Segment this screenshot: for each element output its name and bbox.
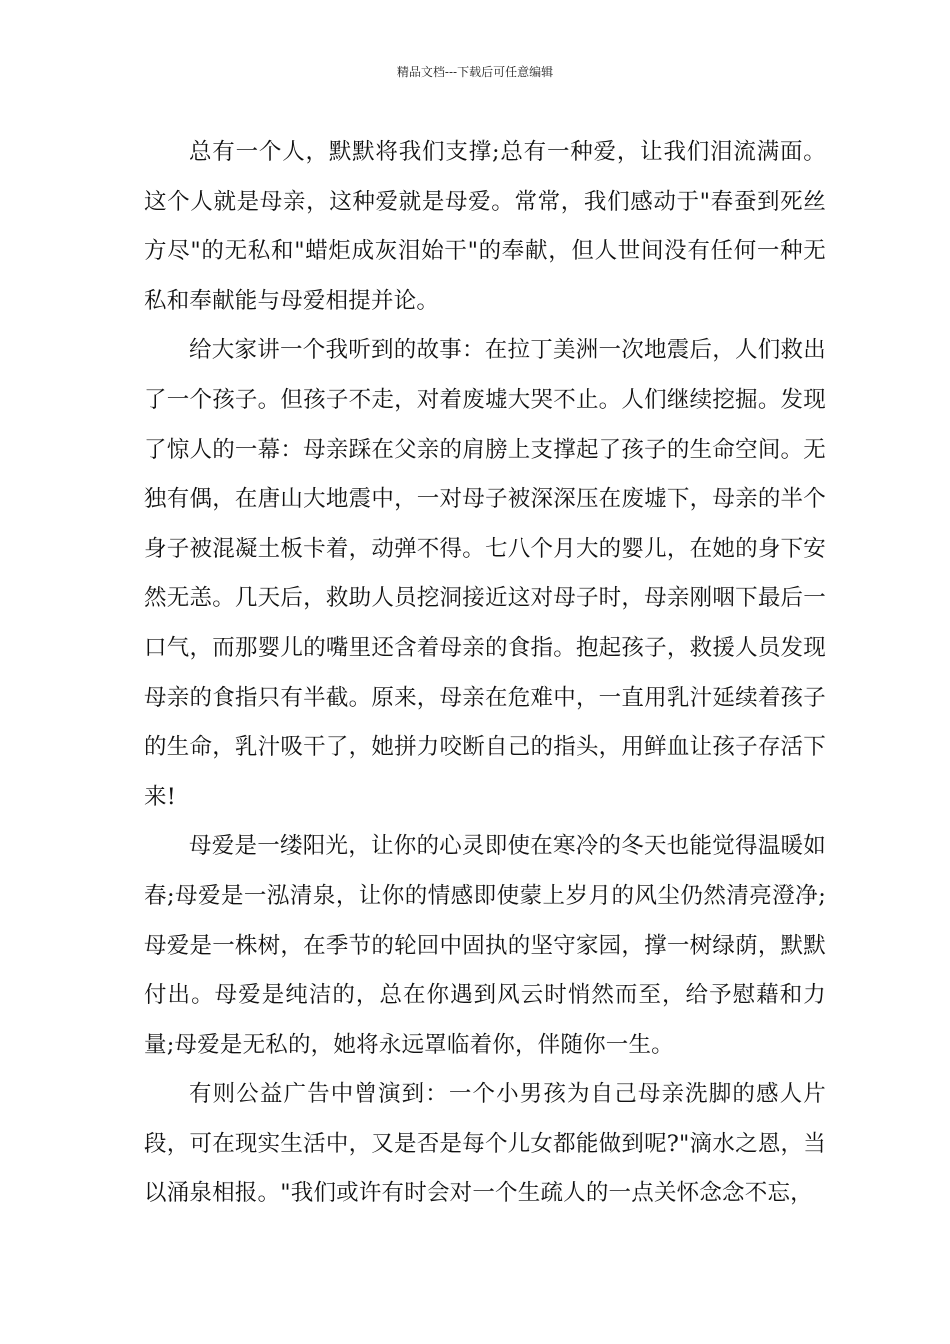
document-body bbox=[144, 128, 826, 1219]
paragraph: 母爱是一缕阳光，让你的心灵即使在寒冷的冬天也能觉得温暖如春;母爱是一泓清泉，让你的情感即使蒙上岁月的风尘仍然清亮澄净;母爱是一株树，在季节的轮回中固执的坚守家园，撑一树绿荫，默默付出。母爱是纯洁的，总在你遇到风云时悄然而至，给予慰藉和力量;母爱是无私的，她将永远罩临着你，伴随你一生。 bbox=[144, 833, 826, 1058]
page-header: 精品文档---下载后可任意编辑 bbox=[396, 65, 554, 79]
paragraph: 给大家讲一个我听到的故事：在拉丁美洲一次地震后，人们救出了一个孩子。但孩子不走，对着废墟大哭不止。人们继续挖掘。发现了惊人的一幕：母亲踩在父亲的肩膀上支撑起了孩子的生命空间。无独有偶，在唐山大地震中，一对母子被深深压在废墟下，母亲的半个身子被混凝土板卡着，动弹不得。七八个月大的婴儿，在她的身下安然无恙。几天后，救助人员挖洞接近这对母子时，母亲刚咽下最后一口气，而那婴儿的嘴里还含着母亲的食指。抱起孩子，救援人员发现母亲的食指只有半截。原来，母亲在危难中，一直用乳汁延续着孩子的生命，乳汁吸干了，她拼力咬断自己的指头，用鲜血让孩子存活下来! bbox=[144, 337, 826, 810]
paragraph: 有则公益广告中曾演到：一个小男孩为自己母亲洗脚的感人片段，可在现实生活中，又是否是每个儿女都能做到呢?"滴水之恩，当以涌泉相报。"我们或许有时会对一个生疏人的一点关怀念念不忘， bbox=[144, 1081, 826, 1207]
paragraph: 总有一个人，默默将我们支撑;总有一种爱，让我们泪流满面。这个人就是母亲，这种爱就是母爱。常常，我们感动于"春蚕到死丝方尽"的无私和"蜡炬成灰泪始干"的奉献，但人世间没有任何一种无私和奉献能与母爱相提并论。 bbox=[144, 139, 826, 314]
